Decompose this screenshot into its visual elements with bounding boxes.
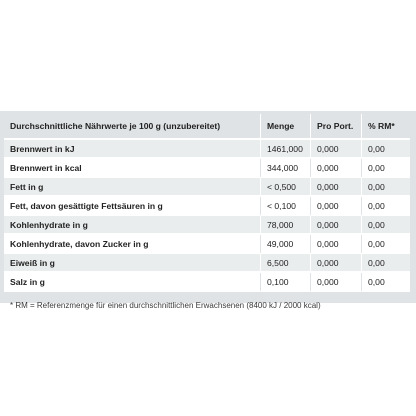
row-menge: 78,000 xyxy=(261,216,311,235)
row-menge: 1461,000 xyxy=(261,140,311,159)
row-rm: 0,00 xyxy=(362,235,410,254)
row-rm: 0,00 xyxy=(362,140,410,159)
table-row xyxy=(4,216,410,235)
row-label: Eiweiß in g xyxy=(4,254,261,273)
row-label: Brennwert in kcal xyxy=(4,159,261,178)
row-rm: 0,00 xyxy=(362,197,410,216)
row-rm: 0,00 xyxy=(362,216,410,235)
row-label: Salz in g xyxy=(4,273,261,292)
table-row xyxy=(4,273,410,292)
row-menge: 0,100 xyxy=(261,273,311,292)
table-row xyxy=(4,140,410,159)
row-portion: 0,000 xyxy=(311,159,362,178)
row-menge: 344,000 xyxy=(261,159,311,178)
row-rm: 0,00 xyxy=(362,273,410,292)
row-label: Kohlenhydrate in g xyxy=(4,216,261,235)
table-row xyxy=(4,197,410,216)
nutrition-panel xyxy=(0,111,416,310)
table-row xyxy=(4,235,410,254)
row-portion: 0,000 xyxy=(311,140,362,159)
header-portion: Pro Port. xyxy=(311,114,362,140)
nutrition-table xyxy=(4,114,410,292)
table-row xyxy=(4,178,410,197)
header-menge: Menge xyxy=(261,114,311,140)
row-portion: 0,000 xyxy=(311,273,362,292)
row-menge: 6,500 xyxy=(261,254,311,273)
row-rm: 0,00 xyxy=(362,254,410,273)
header-rm: % RM* xyxy=(362,114,410,140)
table-row xyxy=(4,159,410,178)
row-rm: 0,00 xyxy=(362,159,410,178)
row-menge: < 0,500 xyxy=(261,178,311,197)
table-row xyxy=(4,254,410,273)
row-portion: 0,000 xyxy=(311,197,362,216)
row-label: Fett in g xyxy=(4,178,261,197)
row-portion: 0,000 xyxy=(311,216,362,235)
footnote: * RM = Referenzmenge für einen durchschnittlichen Erwachsenen (8400 kJ / 2000 kcal) xyxy=(10,301,321,310)
row-portion: 0,000 xyxy=(311,235,362,254)
header-nutrient: Durchschnittliche Nährwerte je 100 g (unzubereitet) xyxy=(4,114,261,140)
row-label: Fett, davon gesättigte Fettsäuren in g xyxy=(4,197,261,216)
row-menge: < 0,100 xyxy=(261,197,311,216)
row-portion: 0,000 xyxy=(311,254,362,273)
row-menge: 49,000 xyxy=(261,235,311,254)
table-header-row xyxy=(4,114,410,140)
row-label: Brennwert in kJ xyxy=(4,140,261,159)
row-label: Kohlenhydrate, davon Zucker in g xyxy=(4,235,261,254)
row-rm: 0,00 xyxy=(362,178,410,197)
row-portion: 0,000 xyxy=(311,178,362,197)
